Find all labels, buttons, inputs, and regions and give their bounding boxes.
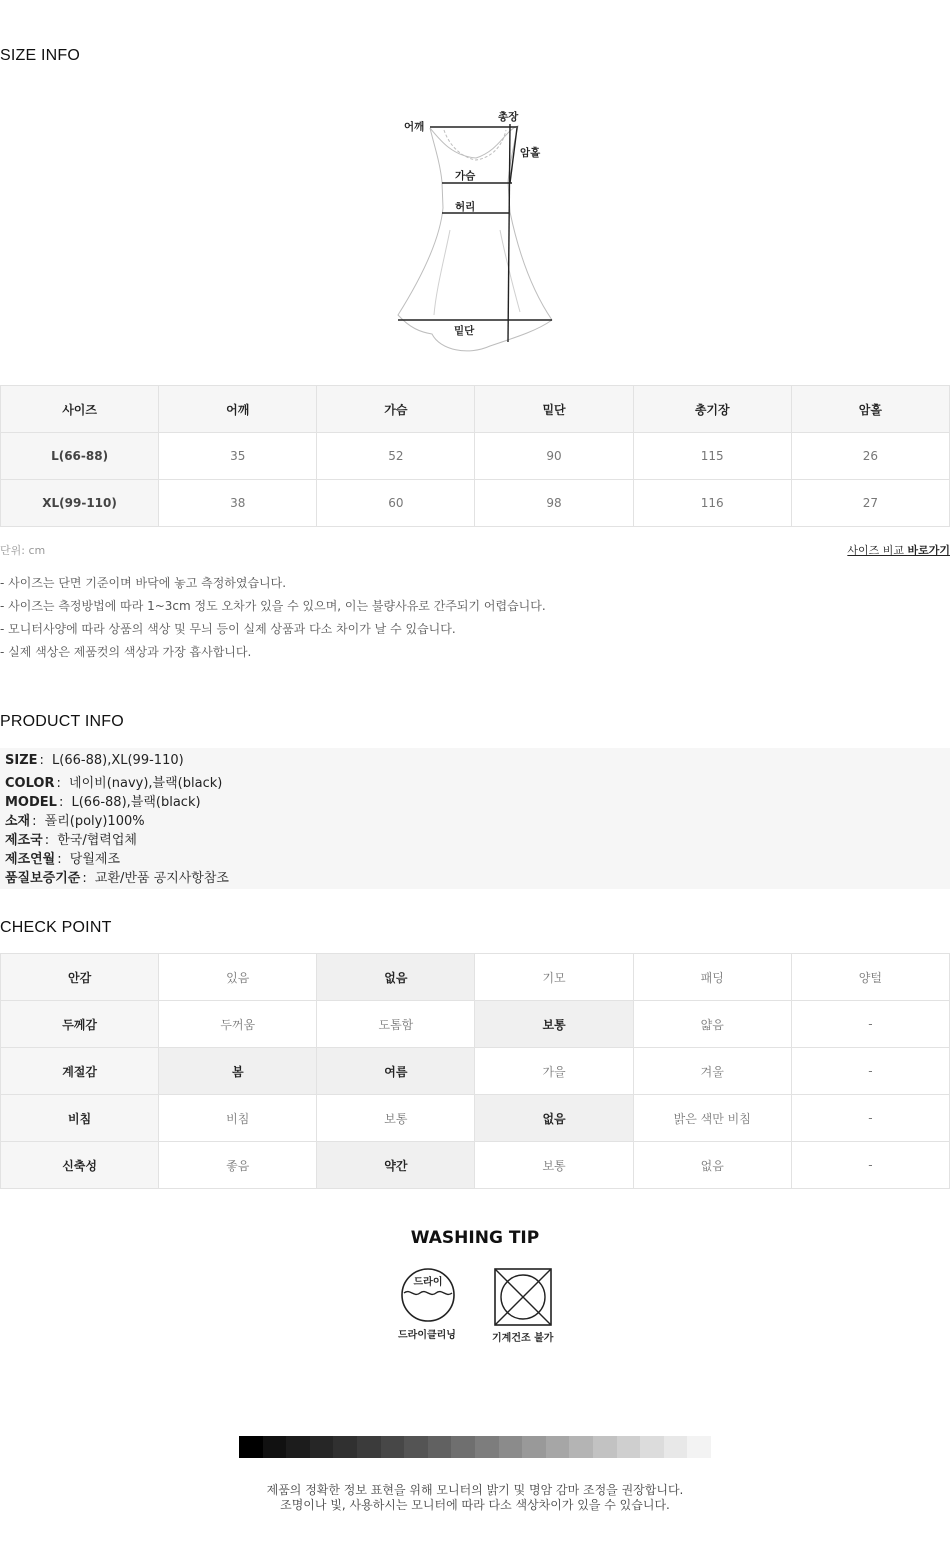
gray-swatch: [428, 1436, 452, 1458]
gray-swatch: [333, 1436, 357, 1458]
product-value: 당월제조: [69, 852, 120, 867]
gray-swatch: [286, 1436, 310, 1458]
product-key: 제조국: [5, 833, 43, 848]
product-key: MODEL: [5, 795, 57, 810]
unit-note: 단위: cm: [0, 544, 46, 557]
table-row: [1, 954, 950, 1001]
check-option: 비침: [159, 1095, 317, 1142]
gray-swatch: [522, 1436, 546, 1458]
product-info-title: PRODUCT INFO: [0, 713, 124, 730]
size-cell: 90: [475, 433, 633, 480]
check-option: 밝은 색만 비침: [633, 1095, 791, 1142]
product-key: SIZE: [5, 753, 38, 768]
size-header-cell: 어깨: [159, 386, 317, 433]
size-cell: 35: [159, 433, 317, 480]
gray-swatch: [239, 1436, 263, 1458]
size-header-cell: 가슴: [317, 386, 475, 433]
product-key: 제조연월: [5, 852, 56, 867]
size-cell: 116: [633, 480, 791, 527]
gray-swatch: [687, 1436, 711, 1458]
footer-note-line: 제품의 정확한 정보 표현을 위해 모니터의 밝기 및 명암 감마 조정을 권장합니다.: [266, 1483, 684, 1497]
gray-swatch: [404, 1436, 428, 1458]
armhole-line: [510, 128, 517, 183]
size-cell: 115: [633, 433, 791, 480]
product-value: 네이비(navy),블랙(black): [69, 776, 223, 791]
check-point-table: [0, 953, 950, 1189]
product-key: 품질보증기준: [5, 871, 81, 886]
gray-swatch: [617, 1436, 641, 1458]
size-header-cell: 암홀: [791, 386, 949, 433]
diagram-label-length: 총장: [498, 111, 519, 123]
check-row-label: 두께감: [1, 1001, 159, 1048]
diagram-label-armhole: 암홀: [520, 147, 541, 159]
gray-swatch: [546, 1436, 570, 1458]
dress-size-diagram: [380, 100, 570, 365]
check-option: -: [791, 1095, 949, 1142]
check-row-label: 안감: [1, 954, 159, 1001]
size-cell: 60: [317, 480, 475, 527]
gray-swatch: [357, 1436, 381, 1458]
product-row-material: 소재 : 폴리(poly)100%: [5, 814, 145, 829]
product-row-origin: 제조국 : 한국/협력업체: [5, 833, 137, 848]
size-cell: 98: [475, 480, 633, 527]
check-option: 얇음: [633, 1001, 791, 1048]
list-item: - 사이즈는 측정방법에 따라 1~3cm 정도 오차가 있을 수 있으며, 이는 불량사유로 간주되기 어렵습니다.: [0, 599, 546, 613]
check-point-title: CHECK POINT: [0, 919, 112, 936]
size-row-label: L(66-88): [1, 433, 159, 480]
size-row-label: XL(99-110): [1, 480, 159, 527]
check-option-selected: 약간: [317, 1142, 475, 1189]
size-table: [0, 385, 950, 527]
size-cell: 27: [791, 480, 949, 527]
diagram-label-hem: 밑단: [454, 325, 475, 337]
check-option: 보통: [475, 1142, 633, 1189]
check-row-label: 비침: [1, 1095, 159, 1142]
dry-clean-icon-text: 드라이: [413, 1277, 443, 1288]
check-option-selected: 없음: [475, 1095, 633, 1142]
dry-clean-icon: [399, 1266, 457, 1324]
table-row: [1, 1048, 950, 1095]
gray-swatch: [640, 1436, 664, 1458]
diagram-label-chest: 가슴: [455, 170, 476, 182]
check-row-label: 신축성: [1, 1142, 159, 1189]
gray-swatch: [451, 1436, 475, 1458]
check-option: 없음: [633, 1142, 791, 1189]
gray-swatch: [499, 1436, 523, 1458]
gray-swatch: [475, 1436, 499, 1458]
check-option: 겨울: [633, 1048, 791, 1095]
check-option: 가을: [475, 1048, 633, 1095]
washing-tip-title: WASHING TIP: [410, 1228, 540, 1248]
product-value: 폴리(poly)100%: [44, 814, 145, 829]
gray-swatch: [263, 1436, 287, 1458]
footer-note-line: 조명이나 빛, 사용하시는 모니터에 따라 다소 색상차이가 있을 수 있습니다.: [280, 1498, 670, 1512]
check-option: 패딩: [633, 954, 791, 1001]
size-table-header-row: [1, 386, 950, 433]
size-cell: 38: [159, 480, 317, 527]
gray-swatch: [569, 1436, 593, 1458]
product-key: COLOR: [5, 776, 55, 791]
size-notes: [0, 575, 546, 667]
check-option: -: [791, 1048, 949, 1095]
check-option: 두꺼움: [159, 1001, 317, 1048]
size-compare-link[interactable]: [847, 542, 950, 558]
dress-outline: [398, 126, 552, 351]
product-value: 교환/반품 공지사항참조: [94, 871, 229, 886]
size-cell: 52: [317, 433, 475, 480]
product-row-model: MODEL : L(66-88),블랙(black): [5, 795, 201, 810]
size-compare-label: 바로가기: [907, 544, 950, 557]
gray-swatch: [381, 1436, 405, 1458]
product-value: L(66-88),블랙(black): [71, 795, 201, 810]
diagram-label-waist: 허리: [455, 201, 476, 213]
check-option: -: [791, 1142, 949, 1189]
no-tumble-dry-icon: [493, 1267, 553, 1327]
product-value: 한국/협력업체: [57, 833, 137, 848]
product-key: 소재: [5, 814, 31, 829]
length-line: [508, 124, 510, 342]
gray-swatch: [593, 1436, 617, 1458]
gray-swatch: [664, 1436, 688, 1458]
check-option: 있음: [159, 954, 317, 1001]
product-row-size: SIZE : L(66-88),XL(99-110): [5, 753, 184, 768]
size-info-title: SIZE INFO: [0, 47, 81, 64]
size-cell: 26: [791, 433, 949, 480]
check-option: 도톰함: [317, 1001, 475, 1048]
check-option: 양털: [791, 954, 949, 1001]
product-row-color: COLOR : 네이비(navy),블랙(black): [5, 776, 223, 791]
product-value: L(66-88),XL(99-110): [52, 753, 184, 768]
check-option: 좋음: [159, 1142, 317, 1189]
check-option: 보통: [317, 1095, 475, 1142]
check-option-selected: 봄: [159, 1048, 317, 1095]
no-tumble-dry-label: 기계건조 불가: [492, 1333, 554, 1344]
check-option-selected: 여름: [317, 1048, 475, 1095]
size-compare-prefix: 사이즈 비교: [847, 544, 908, 557]
gray-swatch: [310, 1436, 334, 1458]
table-row: [1, 1142, 950, 1189]
check-option: -: [791, 1001, 949, 1048]
size-header-cell: 밑단: [475, 386, 633, 433]
list-item: - 사이즈는 단면 기준이며 바닥에 놓고 측정하였습니다.: [0, 576, 287, 590]
size-header-cell: 사이즈: [1, 386, 159, 433]
diagram-label-shoulder: 어깨: [404, 121, 425, 133]
dry-clean-label: 드라이클리닝: [398, 1330, 456, 1341]
table-row: [1, 1001, 950, 1048]
size-header-cell: 총기장: [633, 386, 791, 433]
table-row: [1, 1095, 950, 1142]
table-row: [1, 480, 950, 527]
check-option-selected: 보통: [475, 1001, 633, 1048]
list-item: - 모니터사양에 따라 상품의 색상 및 무늬 등이 실제 상품과 다소 차이가 날 수 있습니다.: [0, 622, 456, 636]
gray-scale-bar: [239, 1436, 711, 1458]
product-info-box: [0, 748, 950, 889]
list-item: - 실제 색상은 제품컷의 색상과 가장 흡사합니다.: [0, 645, 252, 659]
check-option: 기모: [475, 954, 633, 1001]
check-row-label: 계절감: [1, 1048, 159, 1095]
product-row-warranty: 품질보증기준 : 교환/반품 공지사항참조: [5, 871, 229, 886]
product-row-date: 제조연월 : 당월제조: [5, 852, 120, 867]
check-option-selected: 없음: [317, 954, 475, 1001]
table-row: [1, 433, 950, 480]
